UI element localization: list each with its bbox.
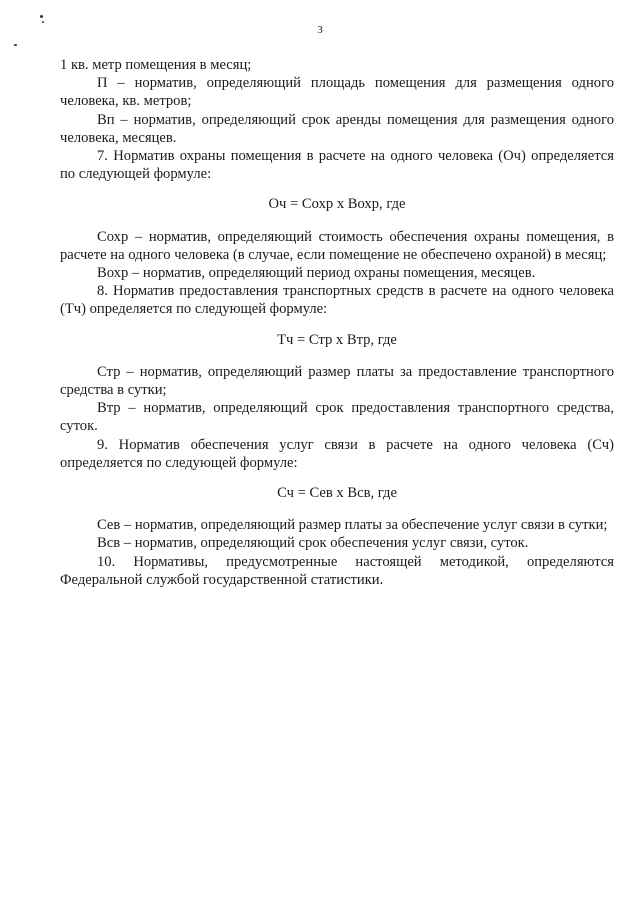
- paragraph: Всв – норматив, определяющий срок обеспечения услуг связи, суток.: [97, 535, 529, 552]
- paragraph: Стр – норматив, определяющий размер платы за предоставление транспортного средства в сутки;: [60, 363, 614, 399]
- formula: Тч = Стр x Втр, где: [277, 331, 397, 348]
- paragraph: Вп – норматив, определяющий срок аренды помещения для размещения одного человека, месяцев.: [60, 111, 614, 146]
- formula: Оч = Сохр x Вохр, где: [268, 196, 406, 213]
- page-number: 3: [317, 24, 323, 36]
- paragraph: 10. Нормативы, предусмотренные настоящей методикой, определяются Федеральной службой государственной статистики.: [60, 553, 614, 588]
- scan-speck: [14, 44, 17, 46]
- paragraph: Сев – норматив, определяющий размер платы за обеспечение услуг связи в сутки;: [97, 517, 608, 534]
- scan-speck: [42, 21, 44, 23]
- paragraph: 7. Норматив охраны помещения в расчете на одного человека (Оч) определяется по следующей формуле:: [60, 148, 614, 183]
- formula: Сч = Сев x Всв, где: [277, 485, 397, 502]
- paragraph: 9. Норматив обеспечения услуг связи в расчете на одного человека (Сч) определяется по следующей формуле:: [60, 436, 614, 471]
- paragraph: Вохр – норматив, определяющий период охраны помещения, месяцев.: [97, 265, 536, 282]
- document-body: [60, 56, 614, 589]
- paragraph: Втр – норматив, определяющий срок предоставления транспортного средства, суток.: [60, 400, 614, 435]
- paragraph: Сохр – норматив, определяющий стоимость обеспечения охраны помещения, в расчете на одного человека (в случае, если помещение не обеспечено охраной) в месяц;: [60, 228, 614, 263]
- paragraph: П – норматив, определяющий площадь помещения для размещения одного человека, кв. метров;: [60, 75, 614, 110]
- paragraph: 1 кв. метр помещения в месяц;: [60, 57, 252, 73]
- scan-speck: [40, 15, 43, 18]
- paragraph: 8. Норматив предоставления транспортных средств в расчете на одного человека (Тч) определяется по следующей формуле:: [60, 283, 614, 318]
